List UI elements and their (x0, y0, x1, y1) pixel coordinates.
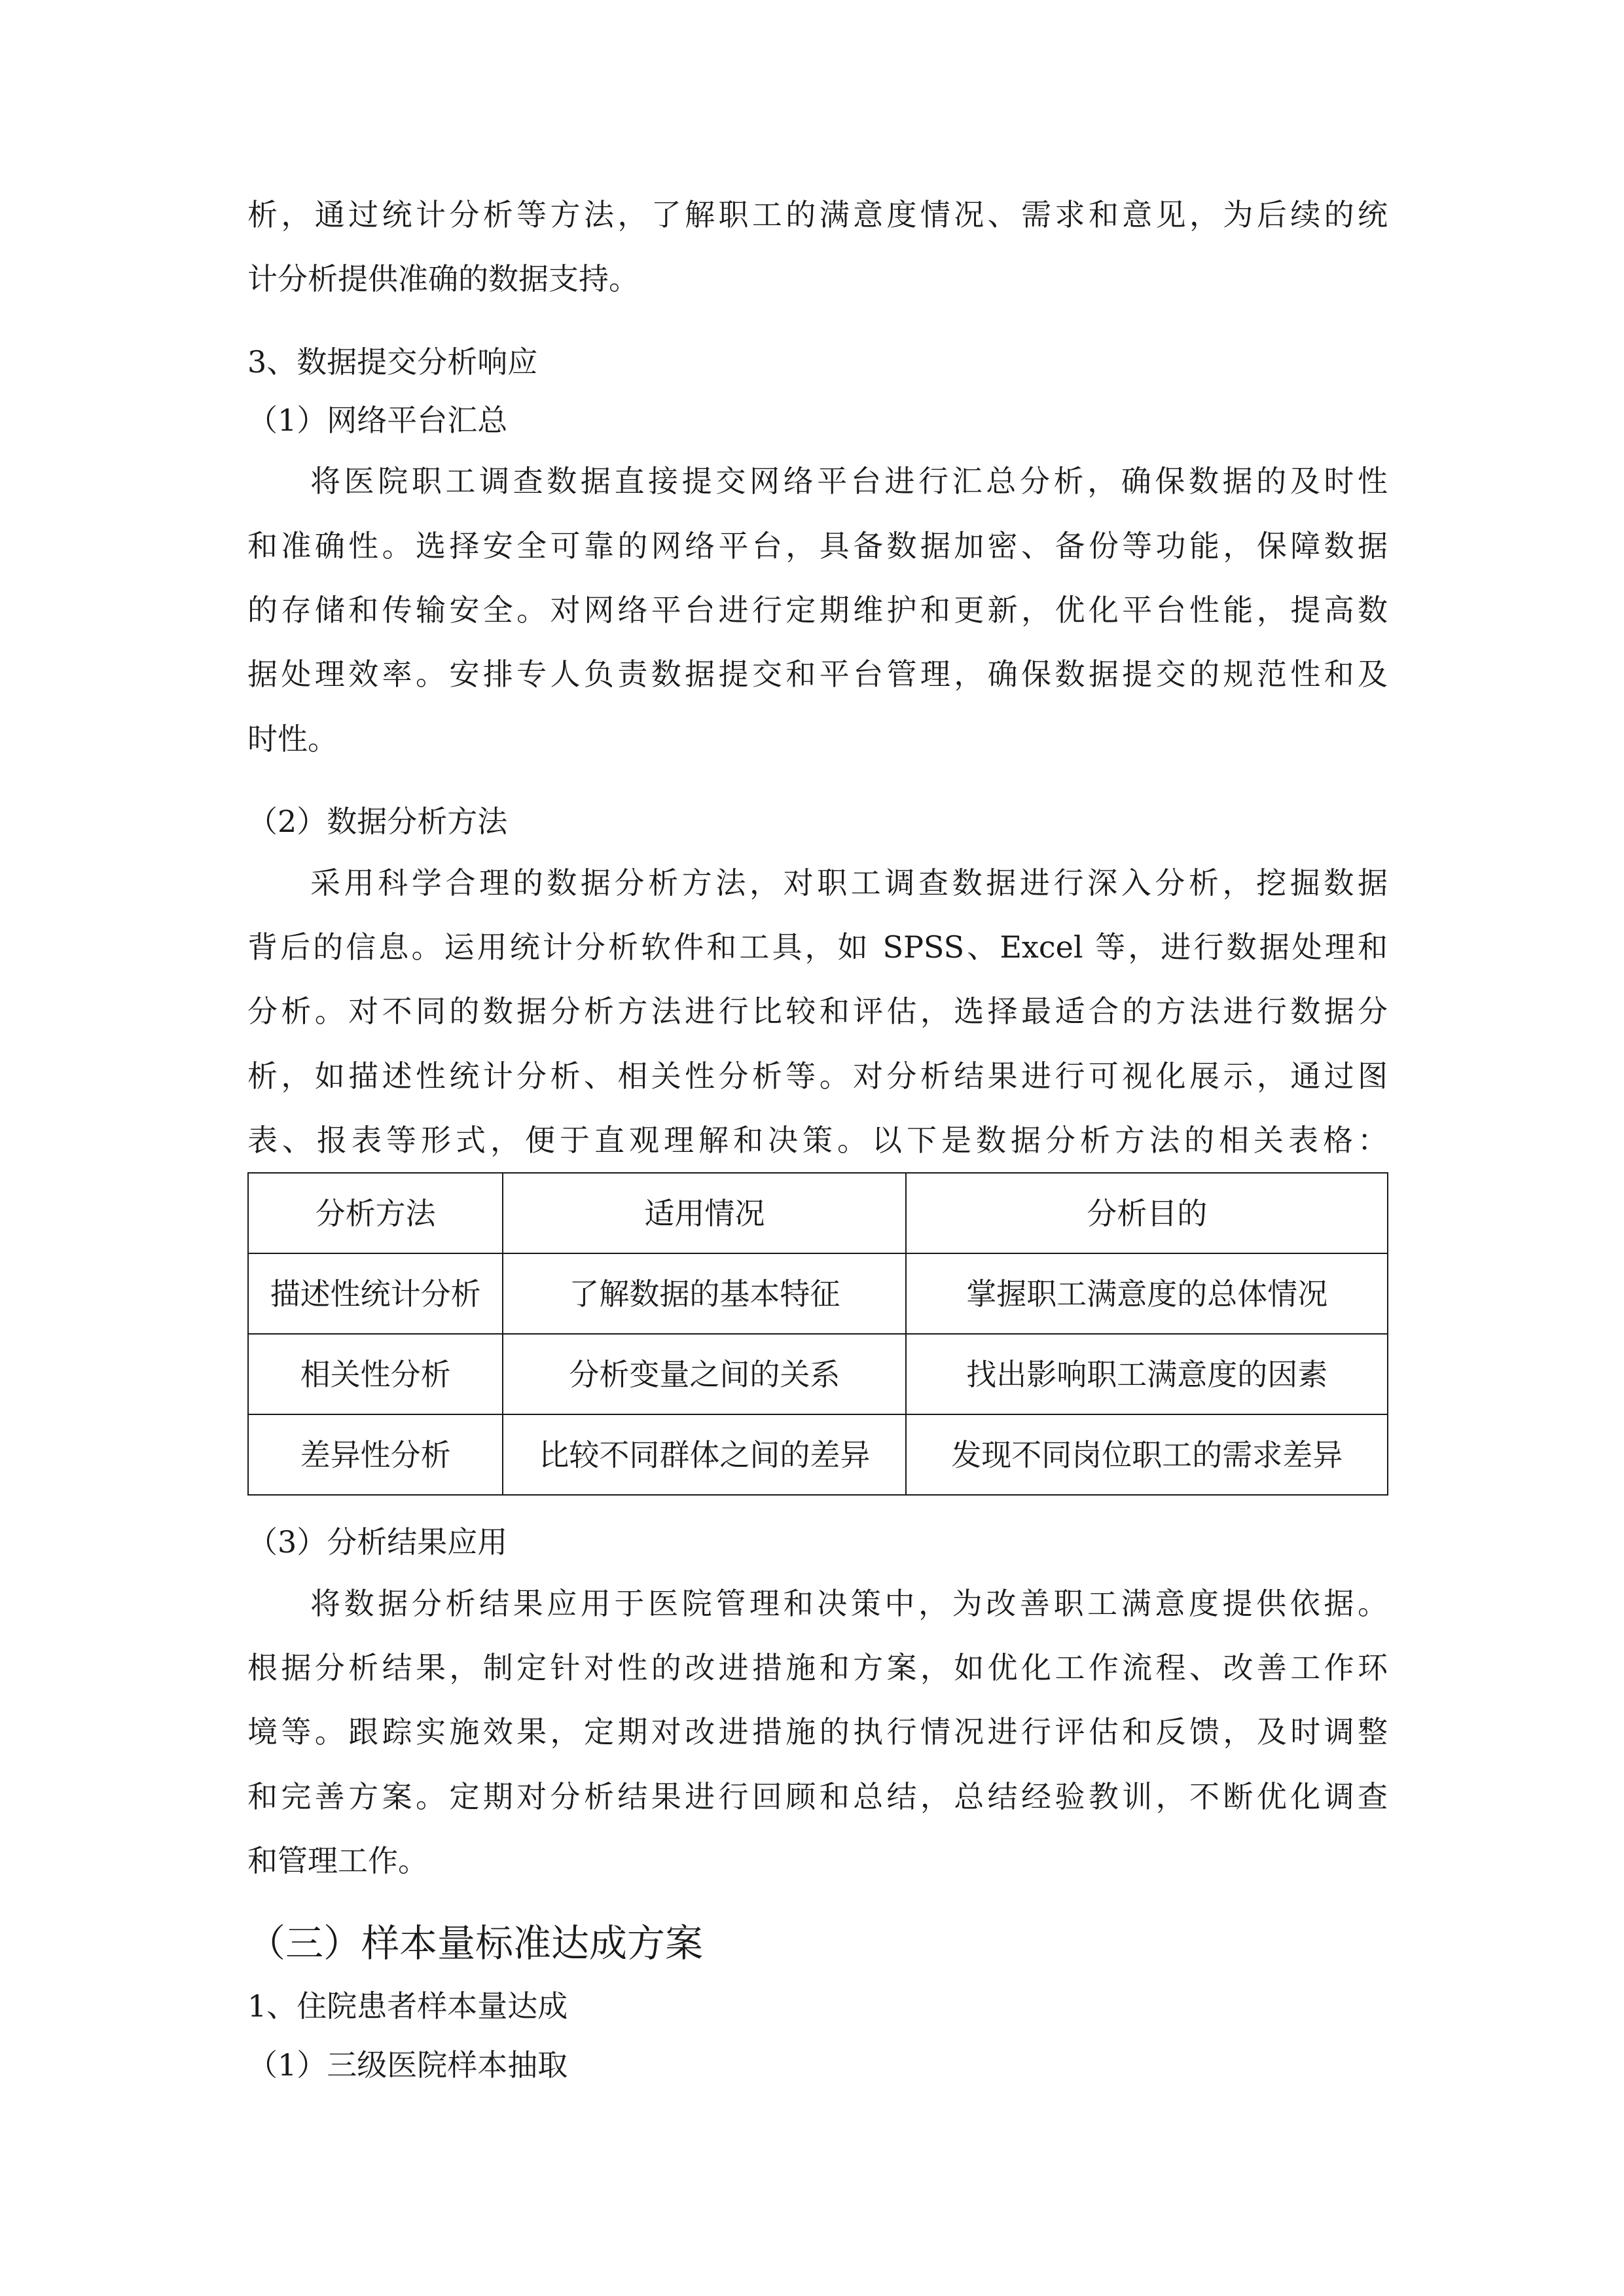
paragraph-line: 析，如描述性统计分析、相关性分析等。对分析结果进行可视化展示，通过图 (247, 1058, 1388, 1094)
table-cell: 比较不同群体之间的差异 (503, 1414, 906, 1495)
subheading-2: （2）数据分析方法 (247, 804, 508, 839)
paragraph-line: 时性。 (247, 721, 338, 757)
table-header-cell: 分析方法 (248, 1173, 503, 1253)
paragraph-line: 根据分析结果，制定针对性的改进措施和方案，如优化工作流程、改善工作环 (247, 1650, 1388, 1685)
paragraph-line: 的存储和传输安全。对网络平台进行定期维护和更新，优化平台性能，提高数 (247, 592, 1388, 628)
paragraph-line: 分析。对不同的数据分析方法进行比较和评估，选择最适合的方法进行数据分 (247, 994, 1388, 1029)
section-title: （三）样本量标准达成方案 (247, 1921, 704, 1965)
paragraph-line: 据处理效率。安排专人负责数据提交和平台管理，确保数据提交的规范性和及 (247, 656, 1388, 692)
subheading-3: （3）分析结果应用 (247, 1524, 508, 1560)
table-header-cell: 适用情况 (503, 1173, 906, 1253)
table-row (248, 1334, 1388, 1414)
paragraph-line: 表、报表等形式，便于直观理解和决策。以下是数据分析方法的相关表格： (247, 1122, 1388, 1158)
table-cell: 分析变量之间的关系 (503, 1334, 906, 1414)
analysis-methods-table (247, 1172, 1388, 1496)
paragraph-line: 和准确性。选择安全可靠的网络平台，具备数据加密、备份等功能，保障数据 (247, 528, 1388, 564)
table-cell: 了解数据的基本特征 (503, 1253, 906, 1334)
paragraph-line: 计分析提供准确的数据支持。 (247, 261, 639, 296)
table-row (248, 1414, 1388, 1495)
table-cell: 相关性分析 (248, 1334, 503, 1414)
paragraph-line: 背后的信息。运用统计分析软件和工具，如 SPSS、Excel 等，进行数据处理和 (247, 929, 1388, 965)
paragraph-line: 采用科学合理的数据分析方法，对职工调查数据进行深入分析，挖掘数据 (310, 865, 1388, 901)
paragraph-line: 将数据分析结果应用于医院管理和决策中，为改善职工满意度提供依据。 (310, 1586, 1388, 1621)
paragraph-line: 境等。跟踪实施效果，定期对改进措施的执行情况进行评估和反馈，及时调整 (247, 1714, 1388, 1749)
table-cell: 差异性分析 (248, 1414, 503, 1495)
paragraph-line: 和管理工作。 (247, 1843, 428, 1878)
table-header-row (248, 1173, 1388, 1253)
paragraph-line: 将医院职工调查数据直接提交网络平台进行汇总分析，确保数据的及时性 (310, 463, 1388, 499)
subheading-1: （1）网络平台汇总 (247, 403, 508, 438)
table-cell: 掌握职工满意度的总体情况 (906, 1253, 1388, 1334)
table-cell: 描述性统计分析 (248, 1253, 503, 1334)
table-cell: 找出影响职工满意度的因素 (906, 1334, 1388, 1414)
table-header-cell: 分析目的 (906, 1173, 1388, 1253)
subheading-1: （1）三级医院样本抽取 (247, 2047, 568, 2083)
heading-3: 3、数据提交分析响应 (247, 344, 538, 380)
paragraph-line: 析，通过统计分析等方法，了解职工的满意度情况、需求和意见，为后续的统 (247, 197, 1388, 232)
table-cell: 发现不同岗位职工的需求差异 (906, 1414, 1388, 1495)
heading-1: 1、住院患者样本量达成 (247, 1988, 568, 2024)
paragraph-line: 和完善方案。定期对分析结果进行回顾和总结，总结经验教训，不断优化调查 (247, 1779, 1388, 1814)
table-row (248, 1253, 1388, 1334)
